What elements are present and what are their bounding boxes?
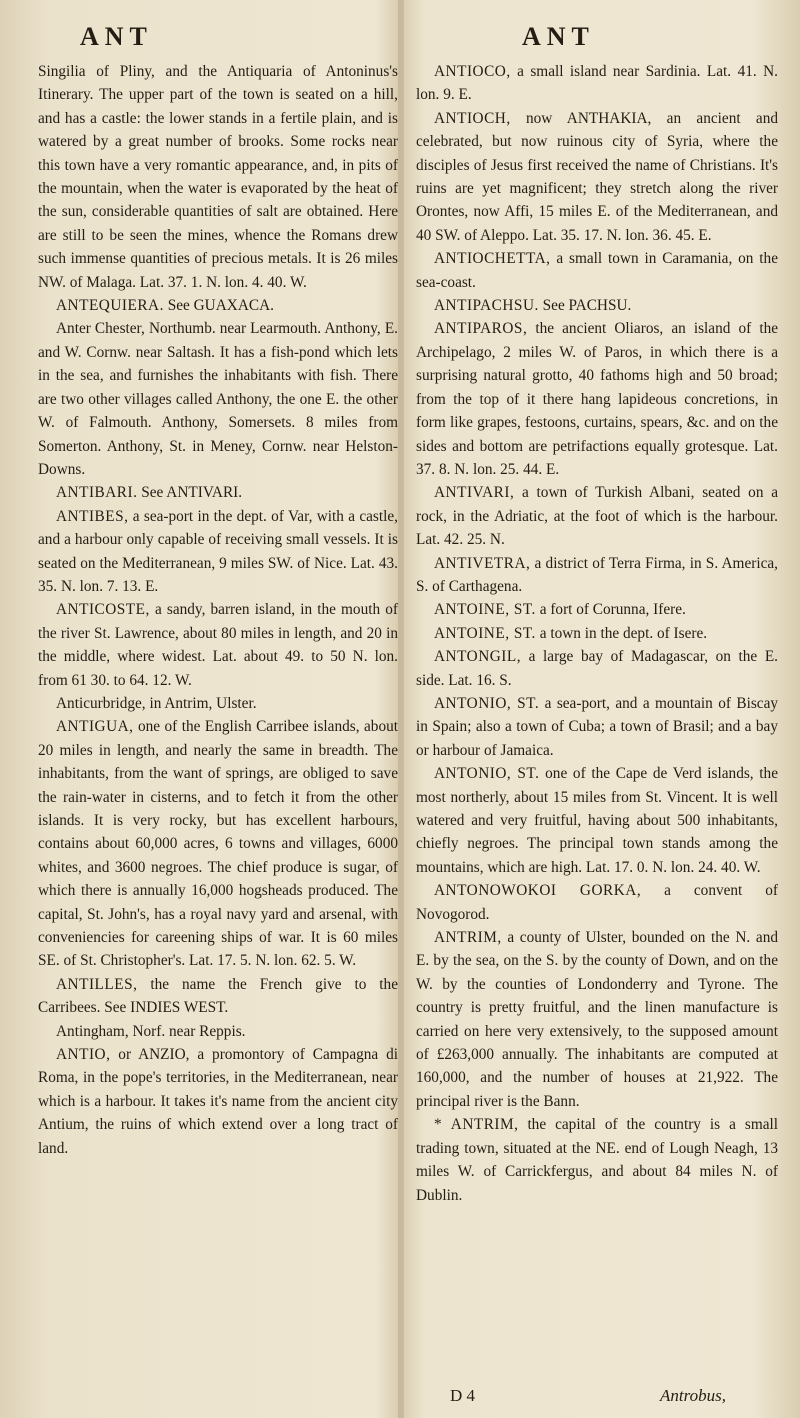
- entry-headword: ANTOINE, ST.: [434, 601, 536, 619]
- entry-paragraph: Anticurbridge, in Antrim, Ulster.: [56, 694, 257, 712]
- entry-paragraph: ANTIPAROS, the ancient Oliaros, an island of the Archipelago, 2 miles W. of Paros, in which there is a surprising natural grotto, 40 fathoms high and 50 broad; from the top of it there hang lapideous concretions, in form like grapes, festoons, curtains, spears, &c. and on the sides and bottom are petrifactions equally grotesque. Lat. 37. 8. N. lon. 25. 44. E.: [416, 320, 779, 478]
- entry-headword: ANTIPAROS,: [434, 320, 528, 338]
- entry-headword: ANTEQUIERA.: [56, 297, 164, 315]
- entry-headword: ANTILLES,: [56, 975, 138, 993]
- entry-paragraph: * ANTRIM, the capital of the country is a small trading town, situated at the NE. end of Lough Neagh, 13 miles W. of Carrickfergus, and about 84 miles N. of Dublin.: [416, 1116, 779, 1204]
- entry-paragraph: Anter Chester, Northumb. near Learmouth. Anthony, E. and W. Cornw. near Saltash. It has a fish-pond which lets in the sea, and furnishes the inhabitants with fish. There are two other villages called Anthony, the one E. the other W. of Falmouth. Anthony, Somersets. 8 miles from Somerton. Anthony, St. in Meney, Cornw. near Helston-Downs.: [38, 320, 398, 478]
- entry-headword: ANTIOCHETTA,: [434, 250, 551, 268]
- entry-headword: ANTIPACHSU.: [434, 297, 539, 315]
- entry-paragraph: Antingham, Norf. near Reppis.: [56, 1022, 246, 1040]
- entry-paragraph: ANTIGUA, one of the English Carribee islands, about 20 miles in length, and nearly the same in breadth. The inhabitants, from the want of springs, are obliged to save the rain-water in cisterns, and to fetch it from the other islands. It is very rocky, but has excellent harbours, contains about 60,000 acres, 6 towns and villages, 6000 whites, and 3600 negroes. The chief produce is sugar, of which there is annually 16,000 hogsheads produced. The capital, St. John's, has a royal navy yard and arsenal, with conveniencies for careening ships of war. It is 60 miles SE. of St. Christopher's. Lat. 17. 5. N. lon. 62. 5. W.: [38, 718, 398, 970]
- entry-headword: ANTONIO, ST.: [434, 694, 540, 712]
- entry-paragraph: ANTIOCO, a small island near Sardinia. Lat. 41. N. lon. 9. E.: [416, 63, 779, 104]
- entry-paragraph: ANTONIO, ST. a sea-port, and a mountain of Biscay in Spain; also a town of Cuba; a town of Brasil; and a bay or harbour of Jamaica.: [416, 694, 779, 759]
- entry-paragraph: ANTONIO, ST. one of the Cape de Verd islands, the most northerly, about 15 miles from St. Vincent. It is well watered and very fruitful, having about 500 inhabitants, chiefly negroes. The principal town stands among the mountains, which are high. Lat. 17. 0. N. lon. 24. 40. W.: [416, 765, 778, 876]
- entry-headword: ANTONGIL,: [434, 648, 522, 666]
- entry-paragraph: ANTRIM, a county of Ulster, bounded on the N. and E. by the sea, on the S. by the county of Down, and on the W. by the counties of Londonderry and Tyrone. The country is pretty fruitful, and the linen manufacture is carried on here very extensively, to the supposed amount of £263,000 annually. The inhabitants are computed at 160,000, and the number of houses at 21,922. The principal river is the Bann.: [416, 929, 779, 1110]
- entry-paragraph: Singilia of Pliny, and the Antiquaria of Antoninus's Itinerary. The upper part of the town is seated on a hill, and has a castle: the lower stands in a fertile plain, and is watered by a great number of brooks. Some rocks near this town have a very romantic appearance, and, in pits of the mountain, when the water is evaporated by the heat of the sun, considerable quantities of salt are obtained. Here are still to be seen the mines, whence the Romans drew such immense quantities of precious metals. It is 26 miles NW. of Malaga. Lat. 37. 1. N. lon. 4. 40. W.: [38, 63, 398, 291]
- entry-headword: ANTIOCO,: [434, 63, 511, 80]
- page-gutter: [398, 0, 404, 1418]
- entry-paragraph: ANTOINE, ST. a fort of Corunna, Ifere.: [434, 601, 686, 619]
- entry-paragraph: ANTEQUIERA. See GUAXACA.: [56, 297, 274, 315]
- entry-headword: ANTONOWOKOI GORKA,: [434, 882, 642, 900]
- entry-headword: ANTIVETRA,: [434, 554, 531, 572]
- entry-paragraph: ANTIBES, a sea-port in the dept. of Var, with a castle, and a harbour only capable of receiving small vessels. It is seated on the Mediterranean, 9 miles SW. of Nice. Lat. 43. 35. N. lon. 7. 13. E.: [38, 507, 398, 595]
- catchword: Antrobus,: [660, 1386, 726, 1405]
- entry-headword: ANTIO,: [56, 1046, 111, 1064]
- entry-paragraph: ANTOINE, ST. a town in the dept. of Isere.: [434, 624, 708, 642]
- entry-headword: ANTOINE, ST.: [434, 624, 536, 642]
- entry-headword: ANTONIO, ST.: [434, 765, 540, 783]
- entry-paragraph: ANTIBARI. See ANTIVARI.: [56, 484, 243, 502]
- entry-paragraph: ANTIPACHSU. See PACHSU.: [434, 297, 632, 315]
- running-header-left: ANT: [80, 22, 153, 51]
- entry-paragraph: ANTONGIL, a large bay of Madagascar, on the E. side. Lat. 16. S.: [416, 648, 778, 689]
- entry-headword: ANTRIM,: [434, 929, 502, 947]
- entry-paragraph: ANTICOSTE, a sandy, barren island, in the mouth of the river St. Lawrence, about 80 miles in length, and 20 in the middle, where widest. Lat. about 49. to 50 N. lon. from 61 30. to 64. 12. W.: [38, 601, 398, 689]
- entry-headword: * ANTRIM,: [434, 1116, 519, 1134]
- entry-paragraph: ANTIOCH, now ANTHAKIA, an ancient and celebrated, but now ruinous city of Syria, where the disciples of Jesus first received the name of Christians. It's ruins are yet magnificent; they stretch along the river Orontes, now Affi, 15 miles E. of the Mediterranean, and 40 SW. of Aleppo. Lat. 35. 17. N. lon. 36. 45. E.: [416, 109, 779, 244]
- entry-headword: ANTIGUA,: [56, 718, 134, 736]
- entry-paragraph: ANTILLES, the name the French give to the Carribees. See INDIES WEST.: [38, 975, 398, 1017]
- entry-paragraph: ANTIO, or ANZIO, a promontory of Campagna di Roma, in the pope's territories, in the Mediterranean, near which is a harbour. It takes it's name from the ancient city Antium, the ruins of which extend over a long tract of land.: [38, 1046, 398, 1157]
- entry-headword: ANTIOCH,: [434, 109, 511, 127]
- right-column: [416, 60, 778, 1207]
- entry-paragraph: ANTIVARI, a town of Turkish Albani, seated on a rock, in the Adriatic, at the foot of which is the harbour. Lat. 42. 25. N.: [416, 484, 779, 549]
- entry-headword: ANTIBARI.: [56, 484, 138, 502]
- entry-paragraph: ANTONOWOKOI GORKA, a convent of Novogorod.: [416, 882, 779, 923]
- entry-headword: ANTIVARI,: [434, 484, 515, 502]
- entry-paragraph: ANTIVETRA, a district of Terra Firma, in S. America, S. of Carthagena.: [416, 554, 778, 595]
- running-header-right: ANT: [522, 22, 595, 51]
- entry-paragraph: ANTIOCHETTA, a small town in Caramania, on the sea-coast.: [416, 250, 778, 291]
- left-column: [38, 60, 398, 1160]
- entry-headword: ANTIBES,: [56, 507, 129, 525]
- signature-mark: D 4: [450, 1386, 476, 1405]
- entry-headword: ANTICOSTE,: [56, 601, 150, 619]
